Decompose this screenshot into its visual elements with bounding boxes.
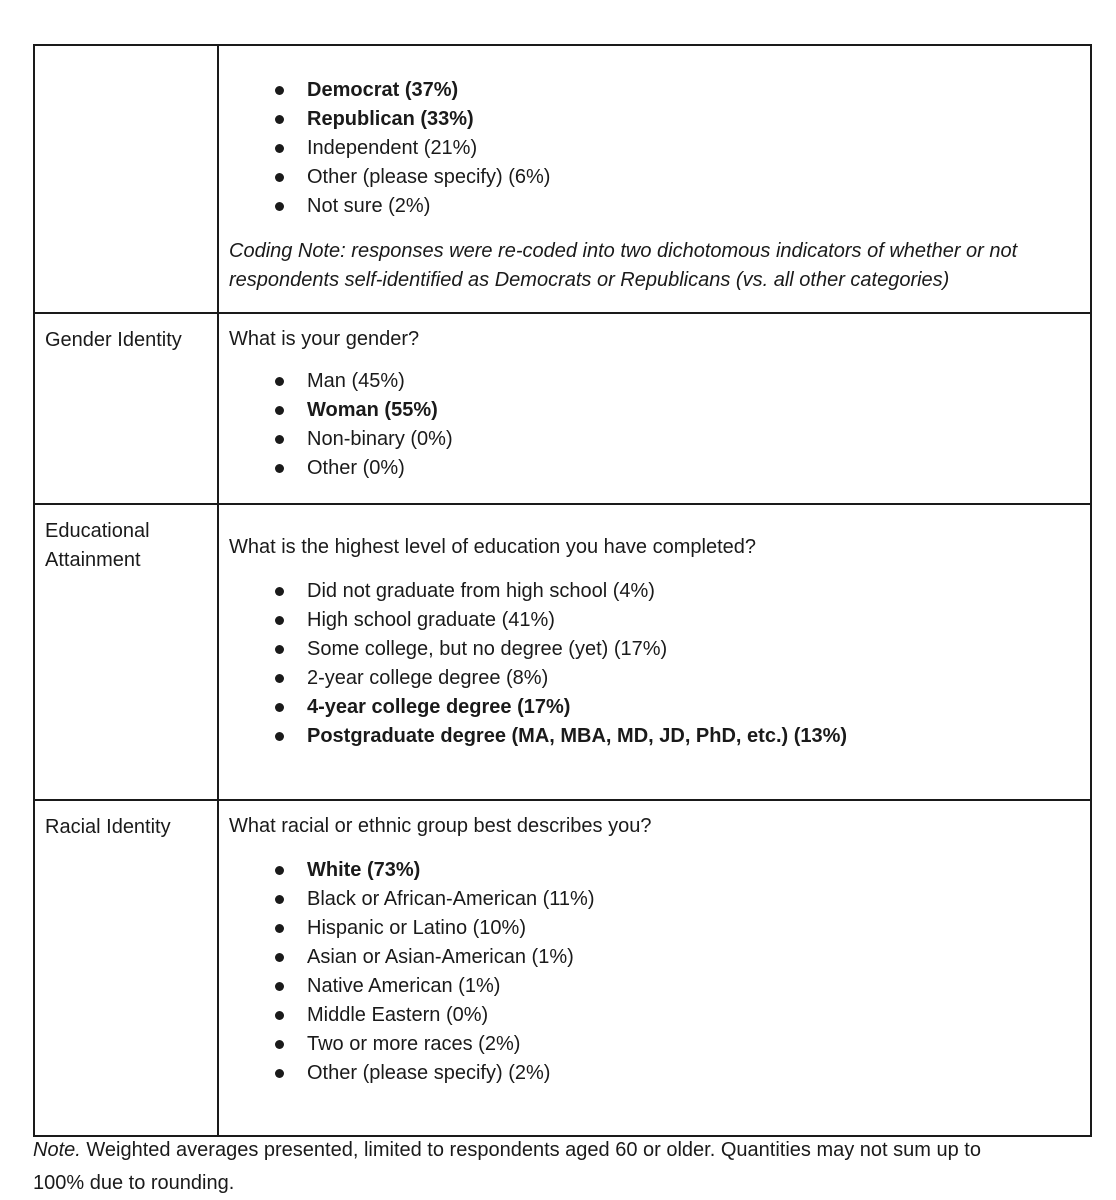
list-item [291, 76, 1080, 105]
bullet-icon [275, 732, 284, 741]
bullet-icon [275, 616, 284, 625]
list-item [291, 914, 1080, 943]
option-text: Man (45%) [307, 370, 405, 392]
coding-note: Coding Note: responses were re-coded into two dichotomous indicators of whether or not respondents self-identified as Democrats or Republicans (vs. all other categories) [229, 240, 1018, 291]
option-text: Not sure (2%) [307, 195, 431, 217]
option-text: 2-year college degree (8%) [307, 667, 549, 689]
bullet-icon [275, 587, 284, 596]
bullet-icon [275, 144, 284, 153]
question-race: What racial or ethnic group best describes you? [229, 815, 652, 837]
list-item [291, 664, 1080, 693]
table-row-education [34, 504, 1091, 800]
option-text: Two or more races (2%) [307, 1033, 521, 1055]
list-item [291, 134, 1080, 163]
bullet-icon [275, 202, 284, 211]
list-item [291, 693, 1080, 722]
option-text: Independent (21%) [307, 137, 478, 159]
option-text: Other (0%) [307, 457, 405, 479]
list-item [291, 454, 1080, 483]
row-content-gender [218, 313, 1091, 504]
option-text: Black or African-American (11%) [307, 888, 595, 910]
list-item [291, 577, 1080, 606]
option-text: Native American (1%) [307, 975, 501, 997]
list-item [291, 1001, 1080, 1030]
bullet-icon [275, 674, 284, 683]
list-item [291, 722, 1080, 751]
table-note [33, 1134, 1033, 1200]
option-text: White (73%) [307, 859, 421, 881]
bullet-icon [275, 982, 284, 991]
question-education: What is the highest level of education you have completed? [229, 536, 756, 558]
row-content-party [218, 45, 1091, 313]
question-gender: What is your gender? [229, 328, 420, 350]
bullet-icon [275, 866, 284, 875]
option-text: 4-year college degree (17%) [307, 696, 571, 718]
option-text: Republican (33%) [307, 108, 474, 130]
list-item [291, 635, 1080, 664]
list-item [291, 1059, 1080, 1088]
bullet-icon [275, 953, 284, 962]
option-text: Did not graduate from high school (4%) [307, 580, 655, 602]
option-list-gender [229, 367, 1080, 483]
table-row-race [34, 800, 1091, 1136]
bullet-icon [275, 645, 284, 654]
bullet-icon [275, 1040, 284, 1049]
row-label-race: Racial Identity [34, 800, 218, 1136]
bullet-icon [275, 173, 284, 182]
list-item [291, 163, 1080, 192]
option-text: Asian or Asian-American (1%) [307, 946, 574, 968]
list-item [291, 1030, 1080, 1059]
row-label-party [34, 45, 218, 313]
survey-items-table [33, 44, 1092, 1137]
option-text: Hispanic or Latino (10%) [307, 917, 526, 939]
row-content-education [218, 504, 1091, 800]
row-content-race [218, 800, 1091, 1136]
option-list-race [229, 856, 1080, 1088]
option-text: Other (please specify) (6%) [307, 166, 551, 188]
row-label-gender: Gender Identity [34, 313, 218, 504]
list-item [291, 972, 1080, 1001]
bullet-icon [275, 86, 284, 95]
option-list-education [229, 577, 1080, 751]
bullet-icon [275, 1011, 284, 1020]
bullet-icon [275, 115, 284, 124]
table-row-gender [34, 313, 1091, 504]
list-item [291, 367, 1080, 396]
list-item [291, 606, 1080, 635]
option-text: Other (please specify) (2%) [307, 1062, 551, 1084]
bullet-icon [275, 377, 284, 386]
table-row-party [34, 45, 1091, 313]
list-item [291, 105, 1080, 134]
bullet-icon [275, 464, 284, 473]
option-text: Democrat (37%) [307, 79, 459, 101]
option-text: Woman (55%) [307, 399, 438, 421]
list-item [291, 943, 1080, 972]
list-item [291, 856, 1080, 885]
bullet-icon [275, 703, 284, 712]
list-item [291, 885, 1080, 914]
note-text: Weighted averages presented, limited to respondents aged 60 or older. Quantities may not sum up to 100% due to rounding. [33, 1139, 981, 1194]
bullet-icon [275, 895, 284, 904]
option-text: Postgraduate degree (MA, MBA, MD, JD, PhD, etc.) (13%) [307, 725, 848, 747]
option-text: Middle Eastern (0%) [307, 1004, 489, 1026]
bullet-icon [275, 406, 284, 415]
option-text: High school graduate (41%) [307, 609, 555, 631]
row-label-education: Educational Attainment [34, 504, 218, 800]
list-item [291, 425, 1080, 454]
list-item [291, 192, 1080, 221]
bullet-icon [275, 924, 284, 933]
note-lead: Note. [33, 1139, 81, 1161]
option-text: Non-binary (0%) [307, 428, 453, 450]
bullet-icon [275, 1069, 284, 1078]
bullet-icon [275, 435, 284, 444]
option-text: Some college, but no degree (yet) (17%) [307, 638, 668, 660]
list-item [291, 396, 1080, 425]
option-list-party [229, 76, 1080, 221]
